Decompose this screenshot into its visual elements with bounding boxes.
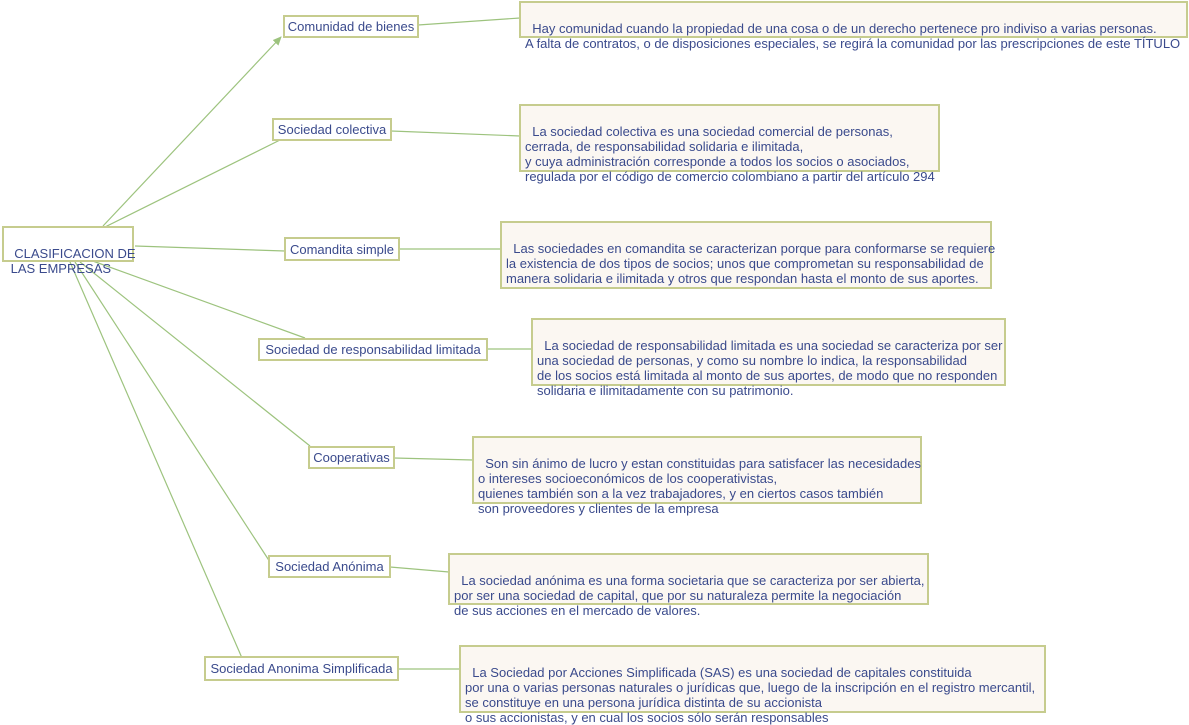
desc-comandita-simple (500, 221, 996, 289)
edge-root-comunidad (103, 37, 281, 226)
topic-comandita-simple[interactable] (284, 237, 400, 261)
edge-root-comandita (135, 246, 285, 251)
desc-sociedad-colectiva (519, 104, 940, 184)
desc-text: Hay comunidad cuando la propiedad de una cosa o de un derecho pertenece pro indiviso a varias personas. A falta de contratos, o de disposiciones especiales, se regirá la comunidad por las prescripciones de este TÍTULO (525, 21, 1181, 51)
desc-comunidad-de-bienes (519, 1, 1188, 51)
edge-root-limitada (90, 260, 305, 338)
topic-sociedad-anonima-simplificada[interactable] (204, 656, 399, 681)
topic-label: Sociedad de responsabilidad limitada (265, 342, 481, 357)
desc-text: Las sociedades en comandita se caracterizan porque para conformarse se requiere la existencia de dos tipos de socios; unos que comprometan su responsabilidad de manera solidaria e ilimitada y otros que respondan hasta el monto de sus aportes. (506, 241, 996, 286)
desc-text: La sociedad de responsabilidad limitada es una sociedad se caracteriza por ser una sociedad de personas, y como su nombre lo indica, la responsabilidad de los socios está limitada al monto de sus aportes, de modo que no responden solidaria e ilimitadamente con su patrimonio. (537, 338, 1003, 398)
desc-text: La Sociedad por Acciones Simplificada (SAS) es una sociedad de capitales constituida por una o varias personas naturales o jurídicas que, luego de la inscripción en el registro mercantil, se constituye en una persona jurídica distinta de su accionista o sus accionistas, y en cual los socios sólo serán responsables (465, 665, 1036, 725)
topic-sociedad-colectiva[interactable] (272, 118, 392, 141)
topic-sociedad-responsabilidad-limitada[interactable] (258, 338, 488, 361)
edge-root-anonima (75, 262, 270, 562)
edge-colectiva-desc (391, 131, 520, 136)
topic-sociedad-anonima[interactable] (268, 555, 391, 578)
root-label: CLASIFICACION DE LAS EMPRESAS (10, 246, 136, 276)
desc-text: Son sin ánimo de lucro y estan constituidas para satisfacer las necesidades o intereses socioeconómicos de los cooperativistas, quienes también son a la vez trabajadores, y en ciertos casos también son proveedores y clientes de la empresa (478, 456, 921, 516)
topic-label: Sociedad colectiva (277, 122, 387, 137)
topic-comunidad-de-bienes[interactable] (283, 15, 419, 38)
root-node[interactable] (2, 226, 136, 276)
desc-sociedad-anonima (448, 553, 929, 618)
topic-label: Comandita simple (289, 241, 395, 257)
edge-cooperativas-desc (394, 458, 473, 460)
topic-label: Comunidad de bienes (287, 19, 415, 34)
desc-sociedad-anonima-simplificada (459, 645, 1046, 725)
desc-text: La sociedad anónima es una forma societaria que se caracteriza por ser abierta, por ser una sociedad de capital, que por su naturaleza permite la negociación de sus acciones en el mercado de valores. (454, 573, 925, 618)
topic-label: Cooperativas (313, 450, 390, 465)
topic-label: Sociedad Anonima Simplificada (210, 661, 393, 676)
edge-root-colectiva (103, 139, 282, 228)
edge-anonima-desc (390, 567, 449, 572)
desc-text: La sociedad colectiva es una sociedad comercial de personas, cerrada, de responsabilidad solidaria e ilimitada, y cuya administración corresponde a todos los socios o asociados, regulada por el código de comercio colombiano a partir del artículo 294 (525, 124, 935, 184)
topic-cooperativas[interactable] (308, 446, 395, 469)
desc-cooperativas (472, 436, 922, 516)
topic-label: Sociedad Anónima (275, 559, 384, 574)
desc-sociedad-responsabilidad-limitada (531, 318, 1006, 398)
edge-comunidad-desc (418, 18, 520, 25)
edge-root-sas (70, 262, 242, 658)
